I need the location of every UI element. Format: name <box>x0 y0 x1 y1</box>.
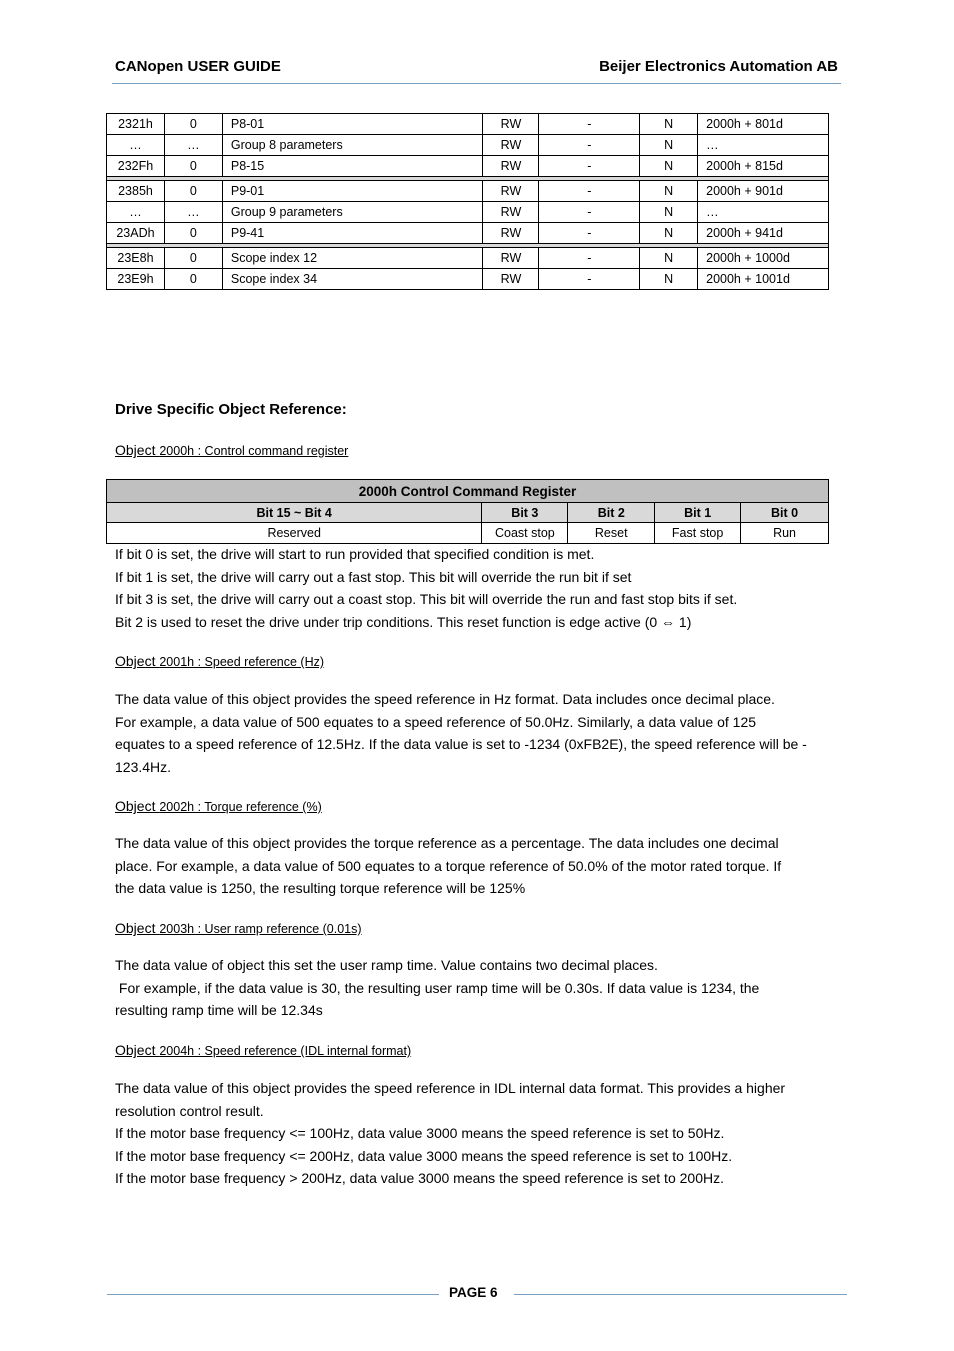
table-row <box>107 202 829 223</box>
table-cell: … <box>698 202 829 223</box>
object-2000h-description: If bit 0 is set, the drive will start to run provided that specified condition is met. If bit 1 is set, the drive will carry out a fast stop. This bit will override the run bit if set If bit 3 is set, the drive will carry out a coast stop. This bit will override the run and fast stop bits if set. Bit 2 is used to reset the drive under trip conditions. This reset function is edge active (0 ⇔ 1) <box>115 546 738 630</box>
register-table-title: 2000h Control Command Register <box>107 480 829 503</box>
object-2002h-description: The data value of this object provides the torque reference as a percentage. The data includes one decimal place. For example, a data value of 500 equates to a torque reference of 50.0% of the motor rated torque. If the data value is 1250, the resulting torque reference will be 125% <box>115 835 782 897</box>
object-2002h-label: Object 2002h : Torque reference (%) <box>115 798 322 814</box>
object-2001h-description: The data value of this object provides the speed reference in Hz format. Data includes once decimal place. For example, a data value of 500 equates to a speed reference of 50.0Hz. Similarly, a data value of 125 equates to a speed reference of 12.5Hz. If the data value is set to -1234 (0xFB2E), the speed reference will be - 123.4Hz. <box>115 691 807 775</box>
table-cell: - <box>539 248 640 269</box>
table-cell: RW <box>483 223 539 244</box>
table-row <box>107 181 829 202</box>
table-row <box>107 135 829 156</box>
object-2003h-description: The data value of object this set the user ramp time. Value contains two decimal places. For example, if the data value is 30, the resulting user ramp time will be 0.30s. If data value is 1234, the resulting ramp time will be 12.34s <box>115 957 760 1019</box>
object-2000h-label: Object 2000h : Control command register <box>115 442 349 458</box>
table-cell: RW <box>483 248 539 269</box>
table-cell: - <box>539 202 640 223</box>
table-cell: 0 <box>164 248 222 269</box>
table-cell: P9-41 <box>222 223 483 244</box>
bit-header: Bit 15 ~ Bit 4 <box>107 503 482 523</box>
parameter-table <box>106 113 829 290</box>
table-cell: N <box>640 223 698 244</box>
header-divider <box>112 83 841 84</box>
table-cell: Group 9 parameters <box>222 202 483 223</box>
table-cell: Group 8 parameters <box>222 135 483 156</box>
table-cell: N <box>640 156 698 177</box>
bit-value: Reserved <box>107 523 482 544</box>
table-cell: 0 <box>164 223 222 244</box>
bit-value: Run <box>741 523 829 544</box>
table-cell: - <box>539 269 640 290</box>
table-row <box>107 223 829 244</box>
bit-header: Bit 0 <box>741 503 829 523</box>
table-cell: RW <box>483 156 539 177</box>
table-cell: RW <box>483 269 539 290</box>
table-cell: Scope index 34 <box>222 269 483 290</box>
object-2004h-label: Object 2004h : Speed reference (IDL internal format) <box>115 1042 412 1058</box>
table-cell: 0 <box>164 269 222 290</box>
object-2004h-description: The data value of this object provides the speed reference in IDL internal data format. This provides a higher resolution control result. If the motor base frequency <= 100Hz, data value 3000 means the speed reference is set to 50Hz. If the motor base frequency <= 200Hz, data value 3000 means the speed reference is set to 100Hz. If the motor base frequency > 200Hz, data value 3000 means the speed reference is set to 200Hz. <box>115 1080 786 1187</box>
table-cell: 2000h + 815d <box>698 156 829 177</box>
table-cell: 2000h + 801d <box>698 114 829 135</box>
table-cell: P8-01 <box>222 114 483 135</box>
table-cell: RW <box>483 181 539 202</box>
table-cell: - <box>539 114 640 135</box>
table-cell: P8-15 <box>222 156 483 177</box>
bit-header: Bit 2 <box>568 503 655 523</box>
table-cell: 0 <box>164 181 222 202</box>
table-cell: … <box>164 202 222 223</box>
table-cell: RW <box>483 114 539 135</box>
document-title: CANopen USER GUIDE <box>115 58 281 75</box>
bit-value: Reset <box>568 523 655 544</box>
table-cell: RW <box>483 202 539 223</box>
table-cell: - <box>539 135 640 156</box>
table-cell: … <box>107 135 165 156</box>
control-command-register-table <box>106 479 829 544</box>
table-cell: … <box>164 135 222 156</box>
bit-header: Bit 1 <box>655 503 741 523</box>
bit-value: Coast stop <box>482 523 568 544</box>
bit-value: Fast stop <box>655 523 741 544</box>
table-cell: N <box>640 114 698 135</box>
table-row <box>107 248 829 269</box>
table-cell: - <box>539 156 640 177</box>
table-row <box>107 114 829 135</box>
bit-header: Bit 3 <box>482 503 568 523</box>
table-cell: N <box>640 248 698 269</box>
table-cell: 2000h + 1001d <box>698 269 829 290</box>
table-cell: RW <box>483 135 539 156</box>
table-cell: … <box>698 135 829 156</box>
footer-rule-right <box>514 1294 847 1295</box>
table-row <box>107 269 829 290</box>
table-cell: - <box>539 181 640 202</box>
object-2001h-label: Object 2001h : Speed reference (Hz) <box>115 653 325 669</box>
table-cell: 2000h + 941d <box>698 223 829 244</box>
table-row <box>107 156 829 177</box>
table-cell: … <box>107 202 165 223</box>
table-cell: N <box>640 135 698 156</box>
page-number: PAGE 6 <box>449 1285 498 1300</box>
table-cell: N <box>640 181 698 202</box>
object-2003h-label: Object 2003h : User ramp reference (0.01s) <box>115 920 362 936</box>
table-cell: P9-01 <box>222 181 483 202</box>
company-name: Beijer Electronics Automation AB <box>599 58 838 75</box>
footer-rule-left <box>107 1294 439 1295</box>
table-cell: N <box>640 269 698 290</box>
table-cell: 23E8h <box>107 248 165 269</box>
table-cell: 23ADh <box>107 223 165 244</box>
table-cell: - <box>539 223 640 244</box>
table-cell: N <box>640 202 698 223</box>
table-cell: 23E9h <box>107 269 165 290</box>
table-cell: 2000h + 1000d <box>698 248 829 269</box>
section-heading: Drive Specific Object Reference: <box>115 401 347 418</box>
table-cell: 2321h <box>107 114 165 135</box>
table-cell: 0 <box>164 114 222 135</box>
table-cell: 232Fh <box>107 156 165 177</box>
table-cell: Scope index 12 <box>222 248 483 269</box>
table-cell: 0 <box>164 156 222 177</box>
table-cell: 2385h <box>107 181 165 202</box>
table-cell: 2000h + 901d <box>698 181 829 202</box>
